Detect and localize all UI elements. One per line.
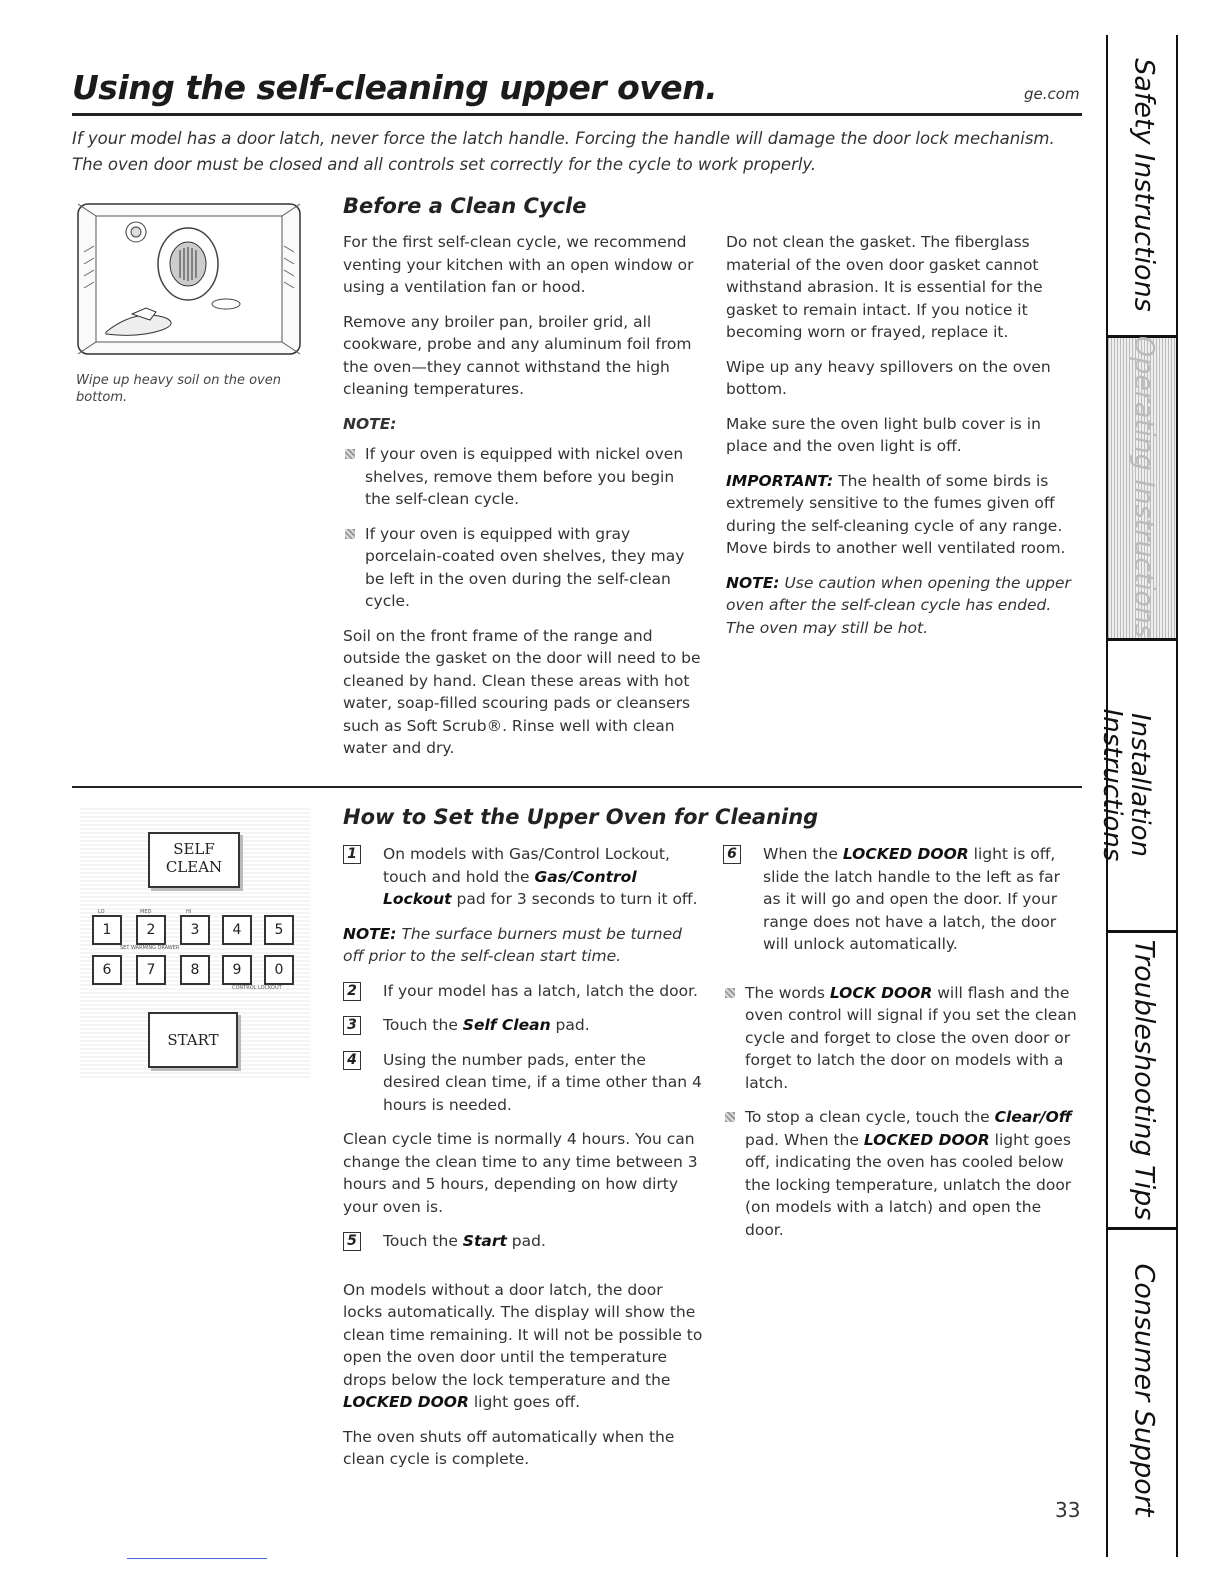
number-pad-1: 1	[92, 915, 122, 945]
section-tabs	[1097, 35, 1178, 1557]
tab-operating-instructions[interactable]: Operating Instructions	[1128, 335, 1160, 639]
no-latch-locked-door: LOCKED DOOR	[343, 1393, 469, 1411]
step-2-text: If your model has a latch, latch the door.	[383, 981, 698, 1000]
hot-note	[726, 572, 1076, 640]
howto-note	[343, 923, 703, 968]
intro-text	[72, 126, 1092, 178]
step-5-number: 5	[343, 1232, 361, 1251]
number-pad-0: 0	[264, 955, 294, 985]
before-p1: For the first self-clean cycle, we recommend venting your kitchen with an open window or using a ventilation fan or hood.	[343, 233, 694, 296]
step-6	[723, 843, 1079, 956]
number-pad-2: 2	[136, 915, 166, 945]
locked-door-words: LOCKED DOOR	[863, 1130, 990, 1149]
step-1	[343, 843, 703, 911]
section-rule	[72, 786, 1082, 788]
step-4	[343, 1049, 703, 1117]
step-3	[343, 1014, 703, 1037]
step-6-number: 6	[723, 845, 741, 864]
number-pad-3: 3	[180, 915, 210, 945]
howto-note-label: NOTE:	[343, 924, 397, 943]
howto-heading: How to Set the Upper Oven for Cleaning	[343, 805, 819, 829]
footer-link-line	[127, 1558, 267, 1559]
step-3-text-end: pad.	[550, 1016, 590, 1034]
step-1-pad-name: Gas/Control Lockout	[383, 867, 637, 908]
step-5	[343, 1230, 703, 1253]
howto-note-text: The surface burners must be turned off prior to the self-clean start time.	[343, 924, 682, 965]
step-6-text: When the	[763, 845, 843, 863]
shutoff-paragraph: The oven shuts off automatically when the clean cycle is complete.	[343, 1427, 675, 1468]
no-latch-text-end: light goes off.	[468, 1393, 581, 1411]
label-lo: LO	[98, 909, 105, 915]
number-pad-4: 4	[222, 915, 252, 945]
howto-left-column	[343, 843, 703, 1483]
important-label: IMPORTANT:	[726, 471, 834, 490]
before-r1: Do not clean the gasket. The fiberglass material of the oven door gasket cannot withstand abrasion. It is essential for the gasket to remain intact. If you notice it becoming worn or frayed, replace it.	[726, 233, 1043, 341]
figure-caption: Wipe up heavy soil on the oven bottom.	[76, 373, 281, 405]
step-6-text-end: light is off, slide the latch handle to the left as far as it will go and open the door. If your range does not have a latch, the door will unlock automatically.	[763, 845, 1060, 953]
tab-consumer-support[interactable]: Consumer Support	[1128, 1263, 1160, 1517]
before-right-column	[726, 231, 1076, 651]
page-title: Using the self-cleaning upper oven.	[72, 68, 718, 107]
before-left-column	[343, 231, 701, 772]
step-3-number: 3	[343, 1016, 361, 1035]
step-5-text: Touch the	[383, 1232, 463, 1250]
control-panel-illustration	[80, 808, 310, 1078]
no-latch-paragraph	[343, 1279, 703, 1414]
start-pad: START	[148, 1012, 238, 1068]
no-latch-text: On models without a door latch, the door locks automatically. The display will show the clean time remaining. It will not be possible to open the oven door until the temperature drops below the lock temperature and the	[343, 1280, 703, 1389]
step-1-text: On models with Gas/Control Lockout, touch and hold the	[383, 845, 670, 886]
intro-line-1: If your model has a door latch, never force the latch handle. Forcing the handle will damage the door lock mechanism.	[72, 129, 1055, 148]
number-pad-5: 5	[264, 915, 294, 945]
before-r2: Wipe up any heavy spillovers on the oven bottom.	[726, 357, 1051, 398]
step-3-pad-name: Self Clean	[462, 1016, 551, 1034]
step-2	[343, 980, 703, 1003]
bullet-nickel-shelves: If your oven is equipped with nickel oven shelves, remove them before you begin the self-clean cycle.	[343, 443, 701, 511]
step-3-text: Touch the	[383, 1016, 463, 1034]
bullet-gray-shelves: If your oven is equipped with gray porcelain-coated oven shelves, they may be left in the oven during the self-clean cycle.	[343, 523, 701, 613]
note-label: NOTE:	[343, 414, 397, 433]
clean-time-paragraph: Clean cycle time is normally 4 hours. You can change the clean time to any time between 3 hours and 5 hours, depending on how dirty your oven is.	[343, 1130, 698, 1216]
step-2-number: 2	[343, 982, 361, 1001]
important-text: The health of some birds is extremely sensitive to the fumes given off during the self-cleaning cycle of any range. Move birds to another well ventilated room.	[726, 471, 1066, 557]
step-1-text-end: pad for 3 seconds to turn it off.	[451, 890, 698, 908]
site-link[interactable]: ge.com	[1024, 85, 1080, 103]
self-clean-label-1: SELF	[173, 840, 215, 858]
title-rule	[72, 113, 1082, 116]
bullet-lock-door: The words LOCK DOOR will flash and the oven control will signal if you set the clean cycle and forget to close the oven door or forget to latch the door on models with a latch.	[723, 982, 1079, 1095]
step-6-locked-door: LOCKED DOOR	[842, 845, 969, 863]
howto-right-column	[723, 843, 1079, 1253]
label-med: MED	[140, 909, 152, 915]
intro-line-2: The oven door must be closed and all controls set correctly for the cycle to work properly.	[72, 155, 817, 174]
step-5-text-end: pad.	[506, 1232, 546, 1250]
note2-text: Use caution when opening the upper oven after the self-clean cycle has ended. The oven may still be hot.	[726, 573, 1071, 637]
self-clean-pad	[148, 832, 240, 888]
step-4-number: 4	[343, 1051, 361, 1070]
step-1-number: 1	[343, 845, 361, 864]
number-pad-7: 7	[136, 955, 166, 985]
tab-safety-instructions[interactable]: Safety Instructions	[1128, 58, 1160, 312]
number-pad-8: 8	[180, 955, 210, 985]
label-warming-drawer: SET WARMING DRAWER	[120, 945, 180, 951]
before-r3: Make sure the oven light bulb cover is in place and the oven light is off.	[726, 414, 1041, 455]
clear-off-pad-name: Clear/Off	[994, 1108, 1072, 1126]
tab-installation-instructions[interactable]: Installation Instructions	[1097, 708, 1155, 862]
label-control-lockout: CONTROL LOCKOUT	[232, 985, 282, 991]
lock-door-words: LOCK DOOR	[829, 983, 933, 1002]
number-pad-6: 6	[92, 955, 122, 985]
oven-drawing	[76, 202, 302, 356]
page-number: 33	[1055, 1498, 1081, 1522]
step-4-text: Using the number pads, enter the desired clean time, if a time other than 4 hours is needed.	[383, 1050, 702, 1114]
oven-illustration	[76, 202, 302, 356]
number-pad-9: 9	[222, 955, 252, 985]
before-p3: Soil on the front frame of the range and outside the gasket on the door will need to be cleaned by hand. Clean these areas with hot water, soap-filled scouring pads or cleansers such as Soft Scrub®. Rinse well with clean water and dry.	[343, 626, 701, 757]
important-note	[726, 470, 1076, 560]
step-5-pad-name: Start	[462, 1232, 507, 1250]
bullet-stop-cycle: To stop a clean cycle, touch the Clear/Off pad. When the LOCKED DOOR light goes off, indicating the oven has cooled below the locking temperature, unlatch the door (on models with a latch) and open the door.	[723, 1106, 1079, 1241]
tab-troubleshooting-tips[interactable]: Troubleshooting Tips	[1128, 939, 1160, 1221]
before-heading: Before a Clean Cycle	[343, 194, 587, 218]
label-hi: HI	[186, 909, 192, 915]
before-p2: Remove any broiler pan, broiler grid, all cookware, probe and any aluminum foil from the oven—they cannot withstand the high cleaning temperatures.	[343, 312, 692, 398]
note2-label: NOTE:	[726, 573, 780, 592]
self-clean-label-2: CLEAN	[165, 858, 223, 876]
